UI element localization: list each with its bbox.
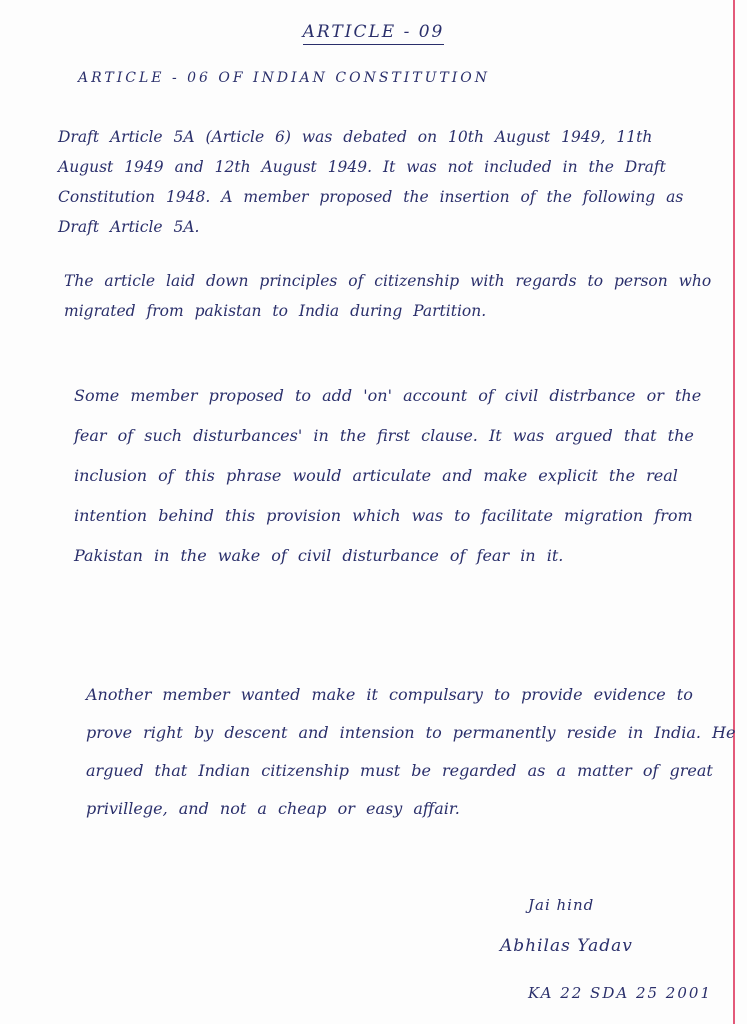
document-subtitle: ARTICLE - 06 OF INDIAN CONSTITUTION (78, 70, 491, 86)
paragraph-4: Another member wanted make it compulsary to provide evidence to prove right by descent and intension to permanently reside in India. He argued that Indian citizenship must be regarded as a matter of great privillege, and not a cheap or easy affair. (86, 685, 736, 818)
signature-name: Abhilas Yadav (500, 936, 633, 956)
paragraph-2: The article laid down principles of citizenship with regards to person who migrated from pakistan to India during Partition. (64, 272, 712, 320)
paragraph-1: Draft Article 5A (Article 6) was debated on 10th August 1949, 11th August 1949 and 12th August 1949. It was not included in the Draft Constitution 1948. A member proposed the insertion of the following as Draft Article 5A. (58, 128, 684, 236)
signoff-greeting: Jai hind (528, 896, 595, 914)
document-title (0, 22, 747, 42)
document-title-text: ARTICLE - 09 (303, 22, 445, 45)
paragraph-3: Some member proposed to add 'on' account of civil distrbance or the fear of such disturbances' in the first clause. It was argued that the inclusion of this phrase would articulate and make explicit the real intention behind this provision which was to facilitate migration from Pakistan in the wake of civil disturbance of fear in it. (74, 386, 702, 565)
student-id: KA 22 SDA 25 2001 (528, 984, 712, 1002)
